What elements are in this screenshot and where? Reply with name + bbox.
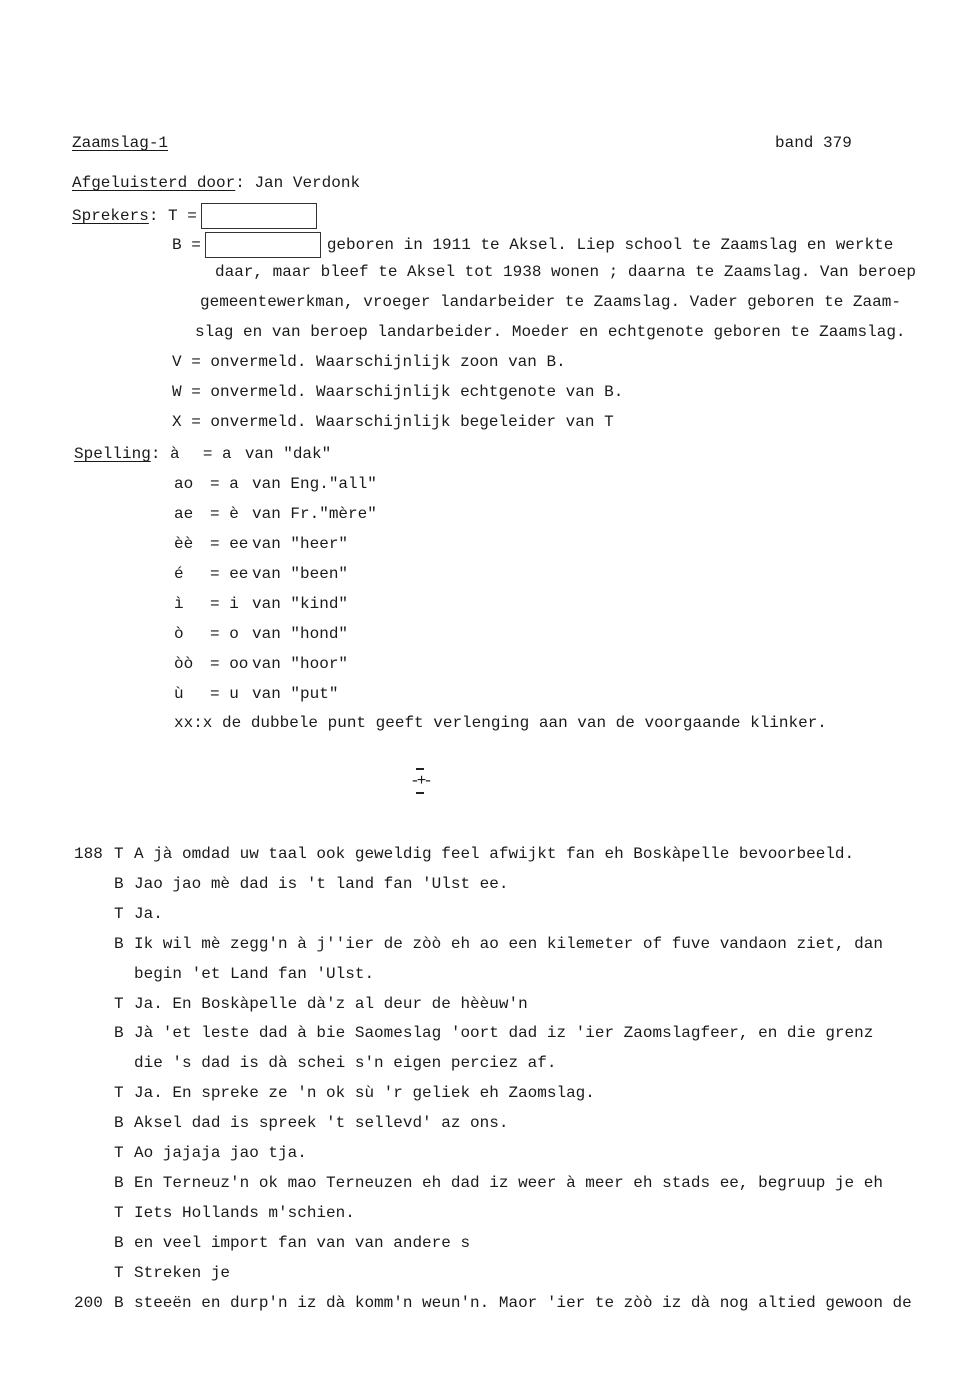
transcript-line bbox=[74, 1293, 912, 1313]
document-title: Zaamslag-1 bbox=[72, 134, 169, 152]
spelling-description: van "been" bbox=[252, 565, 349, 583]
spelling-row bbox=[174, 474, 377, 494]
speaker-x-line bbox=[172, 412, 614, 432]
spelling-equals: = oo bbox=[210, 655, 249, 673]
listener-line bbox=[72, 173, 360, 193]
speaker-v-prefix: V = bbox=[172, 353, 201, 371]
speaker-b-line bbox=[172, 232, 893, 258]
speaker-v-line bbox=[172, 352, 566, 372]
separator-mark: -+- bbox=[410, 772, 430, 790]
transcript-line bbox=[114, 1173, 883, 1193]
line-number: 200 bbox=[74, 1294, 103, 1312]
speaker-w-desc: onvermeld. Waarschijnlijk echtgenote van B. bbox=[210, 383, 624, 401]
speaker-b-desc-1: daar, maar bleef te Aksel tot 1938 wonen ; daarna te Zaamslag. Van beroep bbox=[215, 263, 916, 281]
speaker-b-desc-0: geboren in 1911 te Aksel. Liep school te Zaamslag en werkte bbox=[326, 236, 894, 255]
spelling-symbol: ì bbox=[174, 595, 184, 613]
speaker-x-desc: onvermeld. Waarschijnlijk begeleider van T bbox=[210, 413, 614, 431]
transcript-line bbox=[134, 1053, 556, 1073]
utterance-text: Ja. En spreke ze 'n ok sù 'r geliek eh Zaomslag. bbox=[134, 1084, 595, 1102]
spelling-row bbox=[174, 624, 348, 644]
spelling-equals: = ee bbox=[210, 535, 249, 553]
speaker-code: B bbox=[114, 1114, 124, 1132]
speaker-code: T bbox=[114, 845, 124, 863]
band-number: band 379 bbox=[775, 134, 852, 152]
speaker-code: B bbox=[114, 935, 124, 953]
transcript-line bbox=[114, 1083, 595, 1103]
section-separator bbox=[405, 768, 435, 794]
utterance-text: Aksel dad is spreek 't sellevd' az ons. bbox=[134, 1114, 509, 1132]
line-number: 188 bbox=[74, 845, 103, 863]
speaker-w-prefix: W = bbox=[172, 383, 201, 401]
utterance-text: begin 'et Land fan 'Ulst. bbox=[134, 965, 375, 983]
transcript-line bbox=[114, 1263, 230, 1283]
spelling-label: Spelling bbox=[74, 445, 151, 463]
transcript-line bbox=[114, 1023, 873, 1043]
spelling-description: van "dak" bbox=[244, 445, 332, 463]
speaker-v-desc: onvermeld. Waarschijnlijk zoon van B. bbox=[210, 353, 566, 371]
speaker-b-desc-2: gemeentewerkman, vroeger landarbeider te Zaamslag. Vader geboren te Zaam- bbox=[200, 293, 901, 311]
spelling-description: van "hoor" bbox=[252, 655, 349, 673]
speaker-code: T bbox=[114, 1204, 124, 1222]
spelling-symbol: ae bbox=[174, 505, 194, 523]
speaker-x-prefix: X = bbox=[172, 413, 201, 431]
spelling-equals: = i bbox=[210, 595, 239, 613]
speaker-code: B bbox=[114, 1024, 124, 1042]
spelling-description: van Fr."mère" bbox=[252, 505, 377, 523]
spelling-equals: = o bbox=[210, 625, 239, 643]
utterance-text: Jao jao mè dad is 't land fan 'Ulst ee. bbox=[134, 875, 509, 893]
spelling-equals: = u bbox=[210, 685, 239, 703]
transcript-line bbox=[114, 1233, 470, 1253]
spelling-symbol: ò bbox=[174, 625, 184, 643]
listener-label: Afgeluisterd door bbox=[72, 174, 236, 192]
speaker-code: B bbox=[114, 1174, 124, 1192]
spelling-row bbox=[174, 564, 348, 584]
speaker-b-prefix: B = bbox=[172, 236, 201, 255]
spelling-symbol: òò bbox=[174, 655, 194, 673]
transcript-line bbox=[114, 1113, 508, 1133]
spelling-note: xx:x de dubbele punt geeft verlenging aan van de voorgaande klinker. bbox=[174, 714, 827, 732]
spelling-description: van Eng."all" bbox=[252, 475, 377, 493]
spelling-description: van "heer" bbox=[252, 535, 349, 553]
speaker-code: T bbox=[114, 905, 124, 923]
speaker-b-desc-3: slag en van beroep landarbeider. Moeder en echtgenote geboren te Zaamslag. bbox=[195, 323, 906, 341]
transcript-line bbox=[114, 1203, 355, 1223]
speaker-code: B bbox=[114, 1294, 124, 1312]
utterance-text: Ja. En Boskàpelle dà'z al deur de hèèuw'n bbox=[134, 995, 528, 1013]
spelling-row bbox=[174, 594, 348, 614]
spelling-description: van "hond" bbox=[252, 625, 349, 643]
transcript-line bbox=[114, 904, 163, 924]
spelling-symbol: é bbox=[174, 565, 184, 583]
transcript-line bbox=[74, 844, 854, 864]
utterance-text: Jà 'et leste dad à bie Saomeslag 'oort dad iz 'ier Zaomslagfeer, en die grenz bbox=[134, 1024, 874, 1042]
speaker-w-line bbox=[172, 382, 623, 402]
transcript-line bbox=[134, 964, 374, 984]
spelling-row bbox=[174, 654, 348, 674]
utterance-text: Ja. bbox=[134, 905, 163, 923]
speaker-t-prefix: : T = bbox=[148, 207, 197, 226]
spelling-row bbox=[74, 444, 331, 464]
utterance-text: steeën en durp'n iz dà komm'n weun'n. Maor 'ier te zòò iz dà nog altied gewoon de bbox=[134, 1294, 912, 1312]
spelling-row bbox=[174, 534, 348, 554]
utterance-text: Streken je bbox=[134, 1264, 231, 1282]
transcript-line bbox=[114, 934, 883, 954]
spelling-equals: = ee bbox=[210, 565, 249, 583]
spelling-row bbox=[174, 504, 377, 524]
utterance-text: en veel import fan van van andere s bbox=[134, 1234, 471, 1252]
speaker-t-line bbox=[72, 203, 317, 229]
utterance-text: Ik wil mè zegg'n à j''ier de zòò eh ao een kilemeter of fuve vandaon ziet, dan bbox=[134, 935, 883, 953]
spelling-symbol: : à bbox=[150, 445, 180, 463]
listener-value: : Jan Verdonk bbox=[235, 174, 361, 192]
spelling-description: van "kind" bbox=[252, 595, 349, 613]
spelling-equals: = è bbox=[210, 505, 239, 523]
spelling-description: van "put" bbox=[252, 685, 339, 703]
spelling-symbol: èè bbox=[174, 535, 194, 553]
utterance-text: Ao jajaja jao tja. bbox=[134, 1144, 307, 1162]
redacted-box-b bbox=[205, 232, 321, 258]
speakers-label: Sprekers bbox=[72, 207, 149, 226]
spelling-equals: = a bbox=[202, 445, 232, 463]
speaker-code: B bbox=[114, 1234, 124, 1252]
speaker-code: T bbox=[114, 1084, 124, 1102]
speaker-code: B bbox=[114, 875, 124, 893]
speaker-code: T bbox=[114, 1144, 124, 1162]
spelling-symbol: ao bbox=[174, 475, 194, 493]
utterance-text: Iets Hollands m'schien. bbox=[134, 1204, 355, 1222]
redacted-box-t bbox=[201, 203, 317, 229]
transcript-line bbox=[114, 994, 528, 1014]
spelling-row bbox=[174, 684, 338, 704]
utterance-text: En Terneuz'n ok mao Terneuzen eh dad iz weer à meer eh stads ee, begruup je eh bbox=[134, 1174, 883, 1192]
spelling-equals: = a bbox=[210, 475, 239, 493]
utterance-text: die 's dad is dà schei s'n eigen perciez af. bbox=[134, 1054, 557, 1072]
speaker-code: T bbox=[114, 995, 124, 1013]
transcript-line bbox=[114, 874, 508, 894]
speaker-code: T bbox=[114, 1264, 124, 1282]
transcript-line bbox=[114, 1143, 307, 1163]
utterance-text: A jà omdad uw taal ook geweldig feel afwijkt fan eh Boskàpelle bevoorbeeld. bbox=[134, 845, 855, 863]
spelling-symbol: ù bbox=[174, 685, 184, 703]
